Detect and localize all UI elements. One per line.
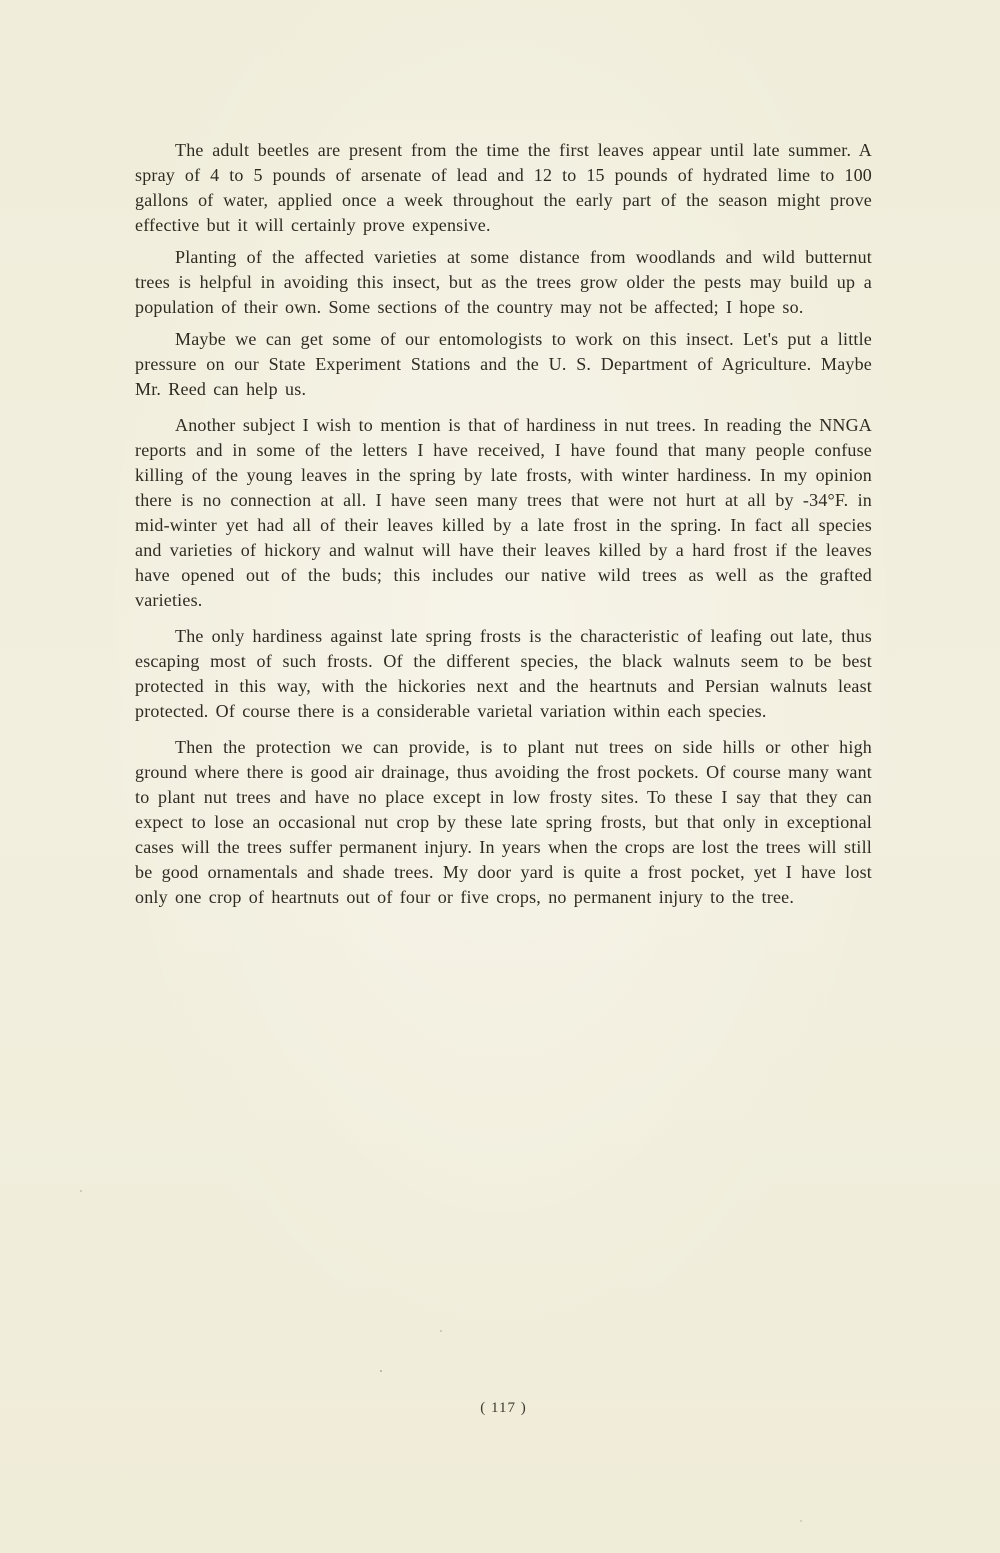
paragraph: Planting of the affected varieties at some distance from woodlands and wild butternut trees is helpful in avoiding this insect, but as the trees grow older the pests may build up a population of their own. Some sections of the country may not be affected; I hope so. <box>135 247 872 317</box>
text-block <box>135 138 872 917</box>
paragraph: The only hardiness against late spring frosts is the characteristic of leafing out late, thus escaping most of such frosts. Of the different species, the black walnuts seem to be best protected in this way, with the hickories next and the heartnuts and Persian walnuts least protected. Of course there is a considerable varietal variation within each species. <box>135 626 872 721</box>
paragraph: The adult beetles are present from the time the first leaves appear until late summer. A spray of 4 to 5 pounds of arsenate of lead and 12 to 15 pounds of hydrated lime to 100 gallons of water, applied once a week throughout the early part of the season might prove effective but it will certainly prove expensive. <box>135 140 872 235</box>
paragraph: Another subject I wish to mention is that of hardiness in nut trees. In reading the NNGA reports and in some of the letters I have received, I have found that many people confuse killing of the young leaves in the spring by late frosts, with winter hardiness. In my opinion there is no connection at all. I have seen many trees that were not hurt at all by -34°F. in mid-winter yet had all of their leaves killed by a late frost in the spring. In fact all species and varieties of hickory and walnut will have their leaves killed by a hard frost if the leaves have opened out of the buds; this includes our native wild trees as well as the grafted varieties. <box>135 415 872 610</box>
paragraph: Maybe we can get some of our entomologists to work on this insect. Let's put a little pressure on our State Experiment Stations and the U. S. Department of Agriculture. Maybe Mr. Reed can help us. <box>135 329 872 399</box>
scan-speckle <box>380 1370 382 1372</box>
page-number: ( 117 ) <box>480 1400 527 1416</box>
paragraph: Then the protection we can provide, is to plant nut trees on side hills or other high ground where there is good air drainage, thus avoiding the frost pockets. Of course many want to plant nut trees and have no place except in low frosty sites. To these I say that they can expect to lose an occasional nut crop by these late spring frosts, but that only in exceptional cases will the trees suffer permanent injury. In years when the crops are lost the trees will still be good ornamentals and shade trees. My door yard is quite a frost pocket, yet I have lost only one crop of heartnuts out of four or five crops, no permanent injury to the tree. <box>135 737 872 907</box>
